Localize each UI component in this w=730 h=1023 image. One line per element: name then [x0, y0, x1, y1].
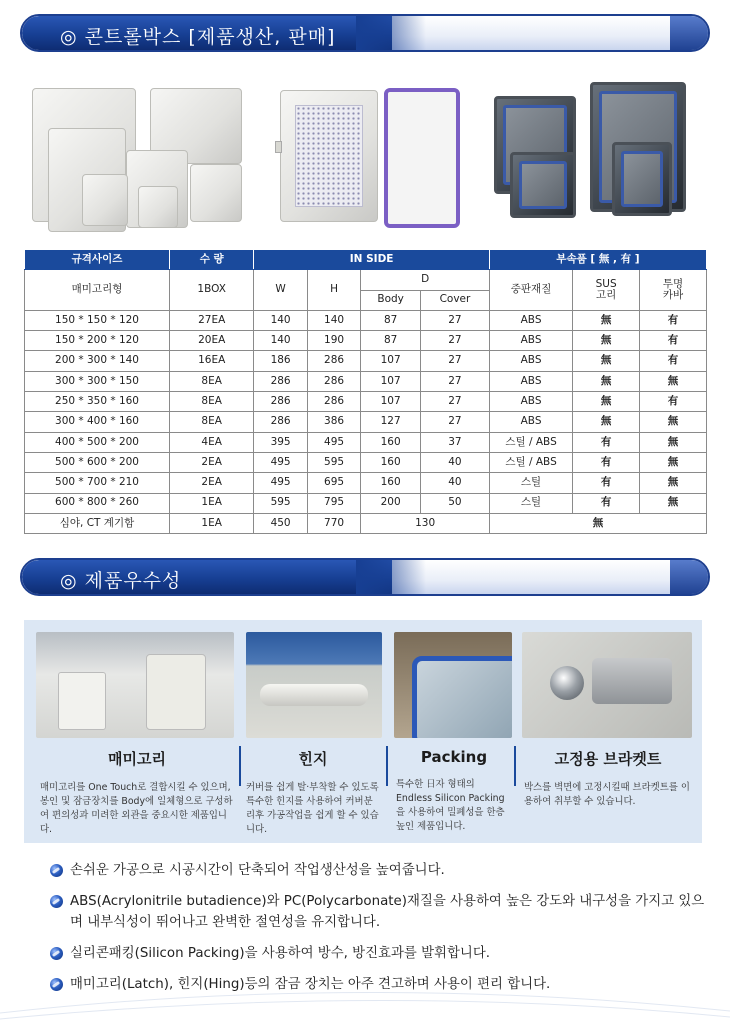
- table-row: [25, 331, 707, 351]
- bullet-icon: [50, 947, 63, 960]
- feature-packing: [396, 748, 512, 834]
- cell-cover: 40: [420, 452, 489, 472]
- list-item: [50, 891, 710, 933]
- cell-w: 495: [254, 473, 307, 493]
- table-row: [25, 473, 707, 493]
- product-image-open-box: [280, 90, 378, 222]
- table-row: [25, 371, 707, 391]
- cell-cover: 27: [420, 310, 489, 330]
- cell-plate: ABS: [489, 371, 572, 391]
- feature-desc: 매미고리를 One Touch로 결합시킬 수 있으며, 봉인 및 잠금장치를 Body에 일체형으로 구성하여 편의성과 미려한 외관을 중요시한 제품입니다.: [40, 782, 233, 835]
- cell-sus: 無: [573, 392, 640, 412]
- cell-plate: ABS: [489, 412, 572, 432]
- subheader-d: D: [361, 270, 490, 290]
- cell-w: 140: [254, 331, 307, 351]
- cell-size: 300 * 400 * 160: [25, 412, 170, 432]
- cell-plate: ABS: [489, 392, 572, 412]
- table-row: [25, 432, 707, 452]
- product-image-cover-gasket: [384, 88, 460, 228]
- cell-body: 107: [361, 371, 421, 391]
- cell-plate: ABS: [489, 331, 572, 351]
- cell-clear: 無: [640, 452, 707, 472]
- cell-h: 386: [307, 412, 360, 432]
- cell-cover: 27: [420, 412, 489, 432]
- spec-table: [24, 249, 707, 534]
- feature-hinge: [246, 748, 380, 837]
- cell-clear: 無: [640, 493, 707, 513]
- cell-sus: 無: [573, 310, 640, 330]
- subheader-h: H: [307, 270, 360, 311]
- list-item: [50, 943, 710, 964]
- cell-qty: 8EA: [170, 392, 254, 412]
- cell-qty: 8EA: [170, 412, 254, 432]
- cell-qty: 27EA: [170, 310, 254, 330]
- feature-desc: 특수한 日자 형태의 Endless Silicon Packing을 사용하여 밀폐성을 한층 높인 제품입니다.: [396, 779, 505, 832]
- cell-cover: 40: [420, 473, 489, 493]
- cell-qty: 20EA: [170, 331, 254, 351]
- cell-body: 200: [361, 493, 421, 513]
- bullet-text: 손쉬운 가공으로 시공시간이 단축되어 작업생산성을 높여줍니다.: [70, 863, 445, 878]
- cell-h: 770: [307, 513, 360, 533]
- feature-desc: 박스를 벽면에 고정시킬때 브라켓트를 이용하여 취부할 수 있습니다.: [524, 782, 690, 807]
- cell-qty: 16EA: [170, 351, 254, 371]
- table-subheader-row: [25, 270, 707, 290]
- bullet-text: 매미고리(Latch), 힌지(Hing)등의 잠금 장치는 아주 견고하며 사용이 편리 합니다.: [70, 977, 551, 992]
- cell-parts: 無: [489, 513, 706, 533]
- product-image-dark-box: [612, 142, 672, 216]
- subheader-cover: Cover: [420, 290, 489, 310]
- cell-sus: 有: [573, 473, 640, 493]
- cell-qty: 2EA: [170, 452, 254, 472]
- cell-w: 595: [254, 493, 307, 513]
- feature-image-packing: [394, 632, 512, 738]
- bullet-text: ABS(Acrylonitrile butadience)와 PC(Polycarbonate)재질을 사용하여 높은 강도와 내구성을 가지고 있으며 내부식성이 뛰어나고 완벽한 절연성을 유지합니다.: [70, 894, 705, 930]
- product-image-dark-box: [510, 152, 576, 218]
- cell-qty: 1EA: [170, 493, 254, 513]
- cell-size: 300 * 300 * 150: [25, 371, 170, 391]
- cell-plate: ABS: [489, 310, 572, 330]
- feature-image-hinge: [246, 632, 382, 738]
- cell-w: 395: [254, 432, 307, 452]
- subheader-body: Body: [361, 290, 421, 310]
- cell-h: 495: [307, 432, 360, 452]
- section-title: ◎ 콘트롤박스 [제품생산, 판매]: [60, 26, 336, 48]
- cell-cover: 27: [420, 351, 489, 371]
- cell-w: 186: [254, 351, 307, 371]
- divider: [239, 746, 241, 786]
- cell-clear: 無: [640, 412, 707, 432]
- cell-size: 400 * 500 * 200: [25, 432, 170, 452]
- cell-qty: 8EA: [170, 371, 254, 391]
- col-header-parts: 부속품 [ 無 , 有 ]: [489, 250, 706, 270]
- cell-size: 250 * 350 * 160: [25, 392, 170, 412]
- cell-body: 160: [361, 452, 421, 472]
- cell-clear: 有: [640, 310, 707, 330]
- cell-clear: 無: [640, 371, 707, 391]
- cell-plate: 스틸 / ABS: [489, 452, 572, 472]
- cell-sus: 有: [573, 432, 640, 452]
- cell-cover: 27: [420, 371, 489, 391]
- cell-w: 286: [254, 371, 307, 391]
- feature-desc: 커버를 쉽게 탈·부착할 수 있도록 특수한 힌지를 사용하여 커버분리후 가공작업을 쉽게 할 수 있습니다.: [246, 782, 379, 835]
- decorative-swoosh: [0, 983, 730, 1023]
- cell-clear: 無: [640, 432, 707, 452]
- product-image-box: [190, 164, 242, 222]
- cell-clear: 有: [640, 392, 707, 412]
- cell-sus: 無: [573, 351, 640, 371]
- cell-h: 286: [307, 371, 360, 391]
- cell-body: 160: [361, 473, 421, 493]
- cell-cover: 27: [420, 331, 489, 351]
- table-row: [25, 351, 707, 371]
- cell-size: 600 * 800 * 260: [25, 493, 170, 513]
- divider: [514, 746, 516, 786]
- product-image-box: [82, 174, 128, 226]
- cell-sus: 無: [573, 412, 640, 432]
- cell-plate: ABS: [489, 351, 572, 371]
- cell-h: 695: [307, 473, 360, 493]
- cell-plate: 스틸: [489, 473, 572, 493]
- cell-body: 160: [361, 432, 421, 452]
- cell-w: 286: [254, 412, 307, 432]
- feature-title: Packing: [420, 748, 488, 766]
- table-row: [25, 493, 707, 513]
- product-image-box-small: [138, 186, 178, 228]
- cell-sus: 有: [573, 493, 640, 513]
- feature-image-latch: [36, 632, 234, 738]
- subheader-plate: 중판재질: [489, 270, 572, 311]
- cell-sus: 無: [573, 371, 640, 391]
- cell-d: 130: [361, 513, 490, 533]
- cell-size: 500 * 700 * 210: [25, 473, 170, 493]
- cell-body: 87: [361, 310, 421, 330]
- subheader-w: W: [254, 270, 307, 311]
- cell-h: 286: [307, 351, 360, 371]
- cell-clear: 無: [640, 473, 707, 493]
- section-banner-products: [20, 14, 710, 52]
- cell-w: 495: [254, 452, 307, 472]
- table-header-row: [25, 250, 707, 270]
- col-header-inside: IN SIDE: [254, 250, 490, 270]
- cell-size: 500 * 600 * 200: [25, 452, 170, 472]
- cell-size: 심야, CT 계기함: [25, 513, 170, 533]
- feature-title: 힌지: [298, 750, 328, 768]
- table-row: [25, 452, 707, 472]
- feature-latch: [40, 748, 234, 837]
- feature-title: 고정용 브라켓트: [554, 750, 662, 768]
- cell-qty: 2EA: [170, 473, 254, 493]
- feature-title: 매미고리: [108, 750, 166, 768]
- subheader-sus: SUS 고리: [573, 270, 640, 311]
- cell-sus: 有: [573, 452, 640, 472]
- cell-body: 87: [361, 331, 421, 351]
- cell-body: 107: [361, 392, 421, 412]
- cell-cover: 50: [420, 493, 489, 513]
- bullet-text: 실리콘패킹(Silicon Packing)을 사용하여 방수, 방진효과를 발휘합니다.: [70, 946, 491, 961]
- list-item: [50, 860, 710, 881]
- bullet-icon: [50, 895, 63, 908]
- cell-plate: 스틸 / ABS: [489, 432, 572, 452]
- cell-w: 450: [254, 513, 307, 533]
- cell-size: 150 * 200 * 120: [25, 331, 170, 351]
- cell-h: 190: [307, 331, 360, 351]
- feature-bracket: [524, 748, 692, 809]
- cell-cover: 37: [420, 432, 489, 452]
- cell-body: 107: [361, 351, 421, 371]
- features-panel: [24, 620, 702, 843]
- cell-h: 286: [307, 392, 360, 412]
- subheader-type: 매미고리형: [25, 270, 170, 311]
- cell-w: 286: [254, 392, 307, 412]
- table-row: [25, 310, 707, 330]
- col-header-qty: 수 량: [170, 250, 254, 270]
- table-row: [25, 392, 707, 412]
- section-title: ◎ 제품우수성: [60, 570, 182, 592]
- cell-clear: 有: [640, 351, 707, 371]
- bullet-icon: [50, 864, 63, 877]
- table-row-last: [25, 513, 707, 533]
- cell-qty: 1EA: [170, 513, 254, 533]
- table-body: [25, 310, 707, 513]
- table-row: [25, 412, 707, 432]
- subheader-clear: 투명 카바: [640, 270, 707, 311]
- cell-clear: 有: [640, 331, 707, 351]
- product-photos: [30, 78, 710, 238]
- cell-sus: 無: [573, 331, 640, 351]
- cell-h: 795: [307, 493, 360, 513]
- cell-h: 140: [307, 310, 360, 330]
- cell-qty: 4EA: [170, 432, 254, 452]
- cell-plate: 스틸: [489, 493, 572, 513]
- divider: [386, 746, 388, 786]
- cell-size: 150 * 150 * 120: [25, 310, 170, 330]
- section-banner-features: [20, 558, 710, 596]
- cell-size: 200 * 300 * 140: [25, 351, 170, 371]
- cell-w: 140: [254, 310, 307, 330]
- col-header-size: 규격사이즈: [25, 250, 170, 270]
- cell-body: 127: [361, 412, 421, 432]
- feature-image-bracket: [522, 632, 692, 738]
- cell-cover: 27: [420, 392, 489, 412]
- subheader-unit: 1BOX: [170, 270, 254, 311]
- cell-h: 595: [307, 452, 360, 472]
